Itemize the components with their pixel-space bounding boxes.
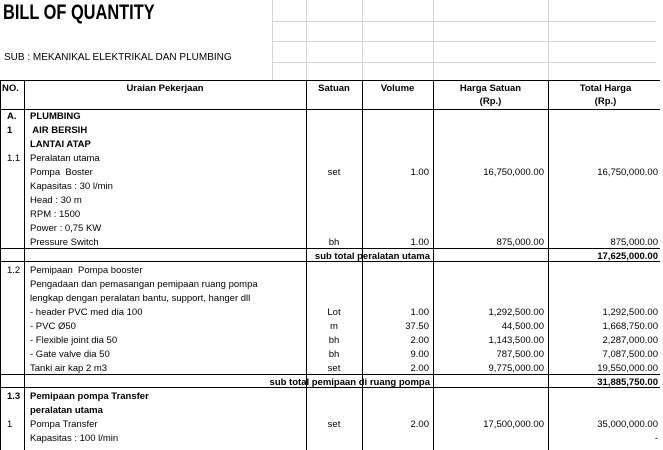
- row-total: 16,750,000.00: [597, 167, 658, 178]
- row-description: - PVC Ø50: [30, 321, 76, 332]
- row-description: Power : 0,75 KW: [30, 223, 102, 234]
- header-volume: Volume: [380, 83, 415, 94]
- row-unit-price: 44,500.00: [501, 321, 544, 332]
- header-total-harga-unit: (Rp.): [594, 96, 617, 107]
- row-volume: 2.00: [410, 419, 429, 430]
- row-unit-price: 16,750,000.00: [483, 167, 544, 178]
- row-number: A.: [7, 111, 17, 122]
- header-no: NO.: [2, 83, 19, 94]
- row-description: Tanki air kap 2 m3: [30, 363, 108, 374]
- row-description: RPM : 1500: [30, 209, 81, 220]
- subtotal-label: sub total pemipaan di ruang pompa: [269, 377, 430, 388]
- row-description: Peralatan utama: [30, 153, 100, 164]
- row-volume: 2.00: [410, 335, 429, 346]
- row-unit: set: [327, 167, 341, 178]
- row-unit-price: 875,000.00: [496, 237, 544, 248]
- row-total: 2,287,000.00: [602, 335, 658, 346]
- row-description: Pengadaan dan pemasangan pemipaan ruang pompa: [30, 279, 258, 290]
- row-total: 875,000.00: [610, 237, 658, 248]
- row-total: 35,000,000.00: [597, 419, 658, 430]
- row-unit-price: 787,500.00: [496, 349, 544, 360]
- row-description: - header PVC med dia 100: [30, 307, 143, 318]
- row-description: Kapasitas : 100 l/min: [30, 433, 119, 444]
- row-volume: 2.00: [410, 363, 429, 374]
- header-satuan: Satuan: [318, 83, 350, 94]
- header-uraian: Uraian Pekerjaan: [126, 83, 204, 94]
- row-total: 1,292,500.00: [602, 307, 658, 318]
- row-description: peralatan utama: [30, 405, 103, 416]
- row-unit: Lot: [327, 307, 341, 318]
- row-total: 19,550,000.00: [597, 363, 658, 374]
- row-unit: bh: [328, 349, 340, 360]
- row-number: 1.3: [7, 391, 21, 402]
- row-total: -: [654, 433, 658, 444]
- row-description: Kapasitas : 30 l/min: [30, 181, 113, 192]
- row-description: - Gate valve dia 50: [30, 349, 110, 360]
- row-volume: 37.50: [405, 321, 429, 332]
- row-unit-price: 9,775,000.00: [488, 363, 544, 374]
- row-description: LANTAI ATAP: [30, 139, 91, 150]
- row-description: lengkap dengan peralatan bantu, support, hanger dll: [30, 293, 251, 304]
- row-number: 1.1: [7, 153, 21, 164]
- header-total-harga: Total Harga: [579, 83, 632, 94]
- row-unit-price: 1,292,500.00: [488, 307, 544, 318]
- row-unit: m: [330, 321, 338, 332]
- row-unit-price: 1,143,500.00: [488, 335, 544, 346]
- header-harga-satuan-unit: (Rp.): [479, 96, 502, 107]
- row-unit: set: [327, 363, 341, 374]
- row-number: 1: [7, 125, 13, 136]
- row-description: PLUMBING: [30, 111, 81, 122]
- row-description: Pompa Transfer: [30, 419, 98, 430]
- subtotal-value: 17,625,000.00: [597, 251, 658, 262]
- row-description: Head : 30 m: [30, 195, 82, 206]
- row-description: Pompa Boster: [30, 167, 93, 178]
- row-number: 1: [7, 419, 13, 430]
- row-unit-price: 17,500,000.00: [483, 419, 544, 430]
- row-total: 1,668,750.00: [602, 321, 658, 332]
- row-unit: bh: [328, 335, 340, 346]
- row-unit: set: [327, 419, 341, 430]
- row-description: Pemipaan pompa Transfer: [30, 391, 149, 402]
- row-volume: 1.00: [410, 167, 429, 178]
- row-volume: 1.00: [410, 237, 429, 248]
- document-title: BILL OF QUANTITY: [3, 1, 155, 24]
- row-total: 7,087,500.00: [602, 349, 658, 360]
- header-harga-satuan: Harga Satuan: [459, 83, 522, 94]
- row-description: - Flexible joint dia 50: [30, 335, 118, 346]
- row-volume: 1.00: [410, 307, 429, 318]
- row-description: AIR BERSIH: [30, 125, 88, 136]
- row-volume: 9.00: [410, 349, 429, 360]
- document-subtitle: SUB : MEKANIKAL ELEKTRIKAL DAN PLUMBING: [4, 52, 232, 63]
- row-number: 1.2: [7, 265, 21, 276]
- row-unit: bh: [328, 237, 340, 248]
- row-description: Pemipaan Pompa booster: [30, 265, 143, 276]
- subtotal-label: sub total peralatan utama: [314, 251, 430, 262]
- subtotal-value: 31,885,750.00: [597, 377, 658, 388]
- row-description: Pressure Switch: [30, 237, 99, 248]
